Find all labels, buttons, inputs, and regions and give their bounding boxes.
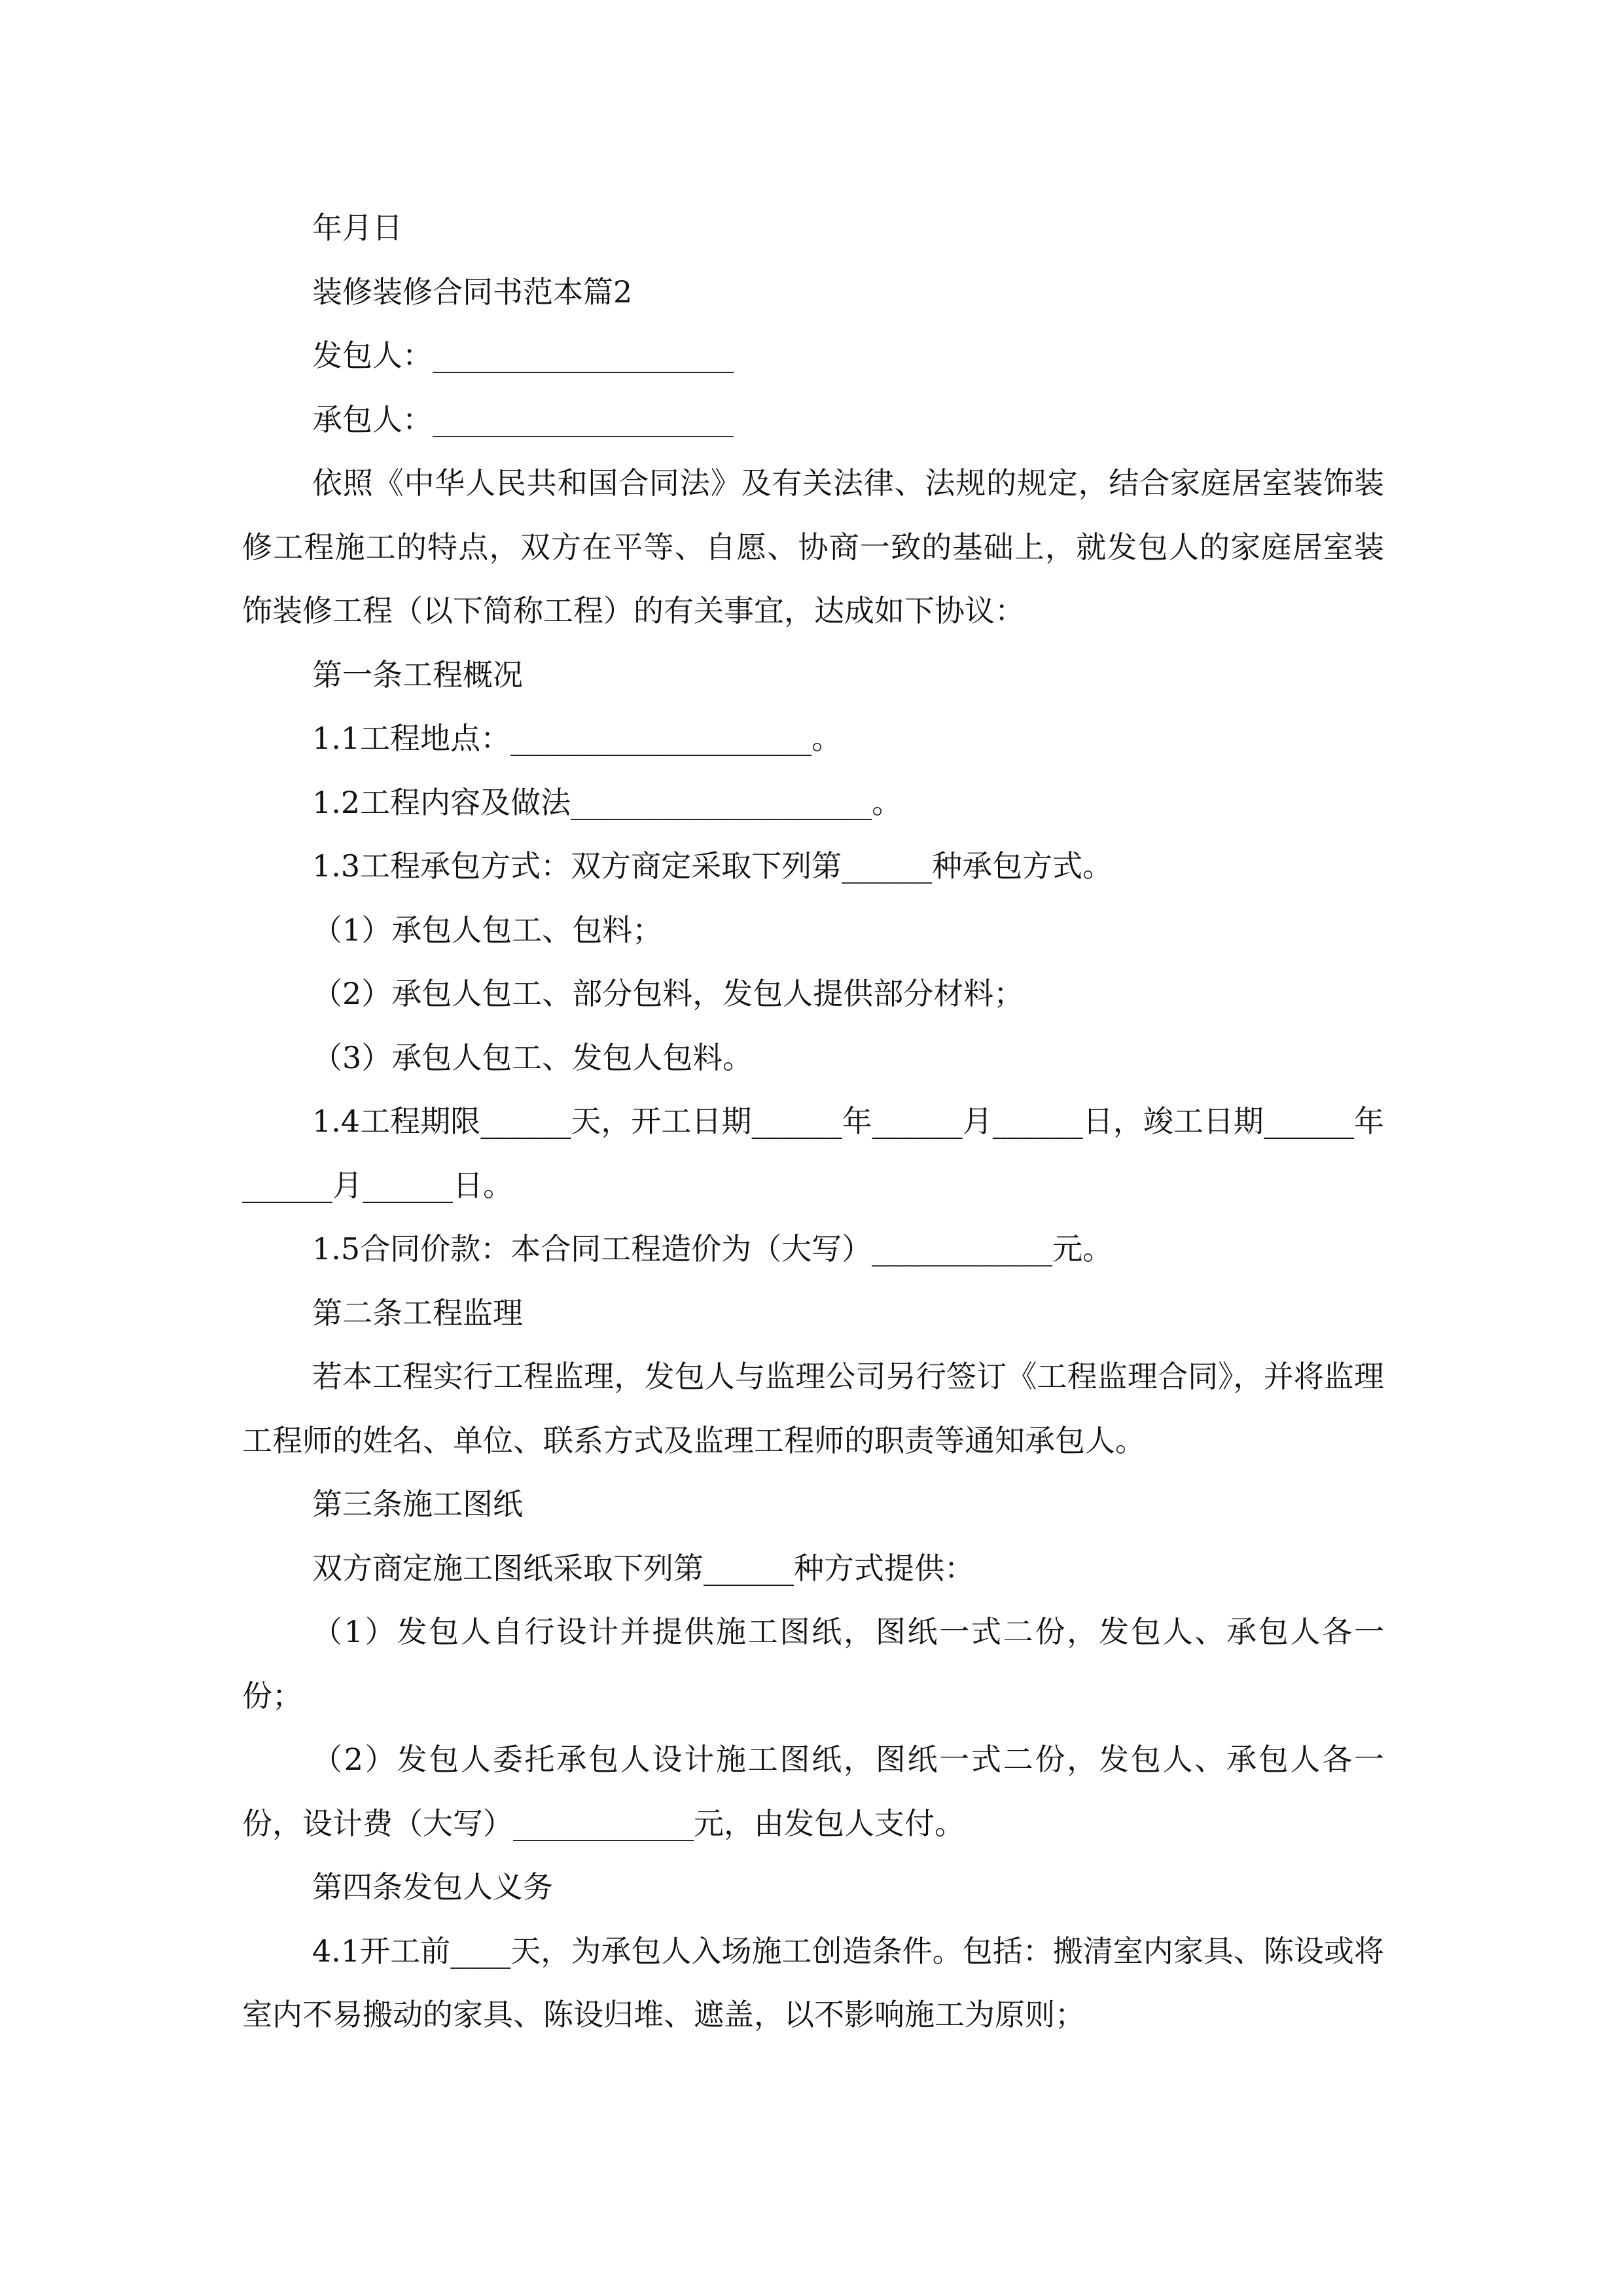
clause-1-5: 1.5合同价款：本合同工程造价为（大写）____________元。 xyxy=(312,1231,1113,1266)
option-1: （1）承包人包工、包料； xyxy=(312,912,663,948)
clause-1-2: 1.2工程内容及做法____________________。 xyxy=(312,784,902,820)
article-2-body: 若本工程实行工程监理，发包人与监理公司另行签订《工程监理合同》，并将监理工程师的姓名、单位、联系方式及监理工程师的职责等通知承包人。 xyxy=(242,1359,1384,1458)
document-body xyxy=(242,196,1384,2047)
option-3: （3）承包人包工、发包人包料。 xyxy=(312,1039,753,1075)
preamble-paragraph: 依照《中华人民共和国合同法》及有关法律、法规的规定，结合家庭居室装饰装修工程施工的特点，双方在平等、自愿、协商一致的基础上，就发包人的家庭居室装饰装修工程（以下简称工程）的有关事宜，达成如下协议： xyxy=(242,465,1384,628)
clause-1-1: 1.1工程地点：____________________。 xyxy=(312,721,842,756)
contractor-line: 承包人：____________________ xyxy=(312,401,734,437)
date-line: 年月日 xyxy=(312,210,402,245)
drawing-option-2: （2）发包人委托承包人设计施工图纸，图纸一式二份，发包人、承包人各一份，设计费（大写）____________元，由发包人支付。 xyxy=(242,1742,1384,1841)
article-3-body: 双方商定施工图纸采取下列第______种方式提供： xyxy=(312,1550,974,1586)
clause-1-3: 1.3工程承包方式：双方商定采取下列第______种承包方式。 xyxy=(312,848,1113,884)
article-3-heading: 第三条施工图纸 xyxy=(312,1486,523,1522)
option-2: （2）承包人包工、部分包料，发包人提供部分材料； xyxy=(312,976,1024,1011)
document-title: 装修装修合同书范本篇2 xyxy=(312,274,633,310)
employer-line: 发包人：____________________ xyxy=(312,338,734,373)
article-4-heading: 第四条发包人义务 xyxy=(312,1869,553,1905)
clause-1-4: 1.4工程期限______天，开工日期______年______月______日，竣工日期______年______月______日。 xyxy=(242,1103,1384,1203)
article-2-heading: 第二条工程监理 xyxy=(312,1295,523,1331)
article-1-heading: 第一条工程概况 xyxy=(312,656,523,692)
drawing-option-1: （1）发包人自行设计并提供施工图纸，图纸一式二份，发包人、承包人各一份； xyxy=(242,1614,1384,1713)
clause-4-1: 4.1开工前____天，为承包人入场施工创造条件。包括：搬清室内家具、陈设或将室内不易搬动的家具、陈设归堆、遮盖，以不影响施工为原则； xyxy=(242,1933,1384,2032)
